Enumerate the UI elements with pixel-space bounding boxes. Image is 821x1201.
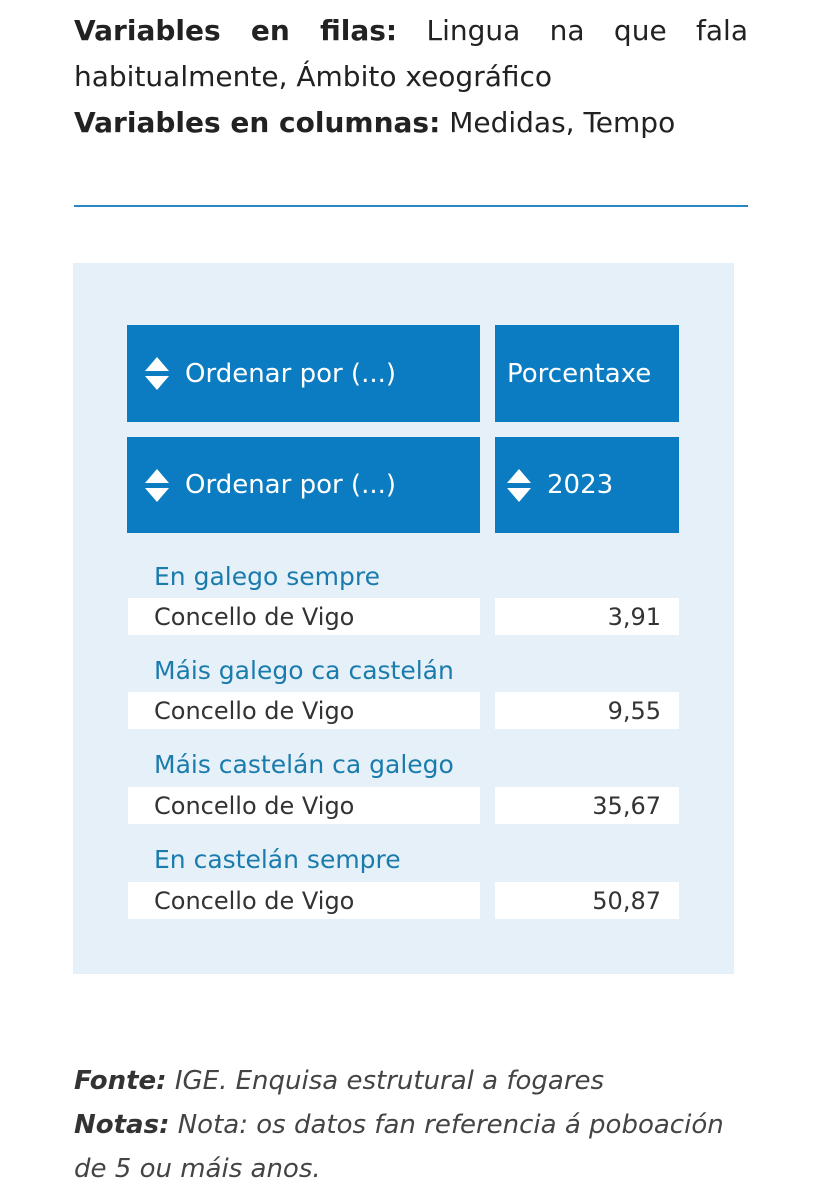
sort-up-down-icon bbox=[507, 469, 531, 502]
notes-label: Notas: bbox=[74, 1110, 170, 1140]
rows-variables-value: Lingua na que fala habitualmente, Ámbito xeográfico bbox=[74, 14, 748, 93]
group-title: En castelán sempre bbox=[154, 845, 401, 874]
measure-header bbox=[495, 325, 679, 422]
notes-line bbox=[74, 1103, 748, 1191]
rows-variables-label: Variables en filas: bbox=[74, 14, 398, 47]
row-label: Concello de Vigo bbox=[128, 692, 480, 729]
variables-info bbox=[74, 8, 748, 146]
row-label: Concello de Vigo bbox=[128, 882, 480, 919]
row-label: Concello de Vigo bbox=[128, 787, 480, 824]
sort-up-down-icon bbox=[145, 357, 169, 390]
rows-variables bbox=[74, 8, 748, 100]
columns-variables-label: Variables en columnas: bbox=[74, 106, 441, 139]
source-text: IGE. Enquisa estrutural a fogares bbox=[174, 1066, 605, 1096]
source-label: Fonte: bbox=[74, 1066, 167, 1096]
year-sort-header[interactable] bbox=[495, 437, 679, 533]
group-title: Máis castelán ca galego bbox=[154, 750, 454, 779]
sort-up-down-icon bbox=[145, 469, 169, 502]
row-value: 9,55 bbox=[495, 692, 679, 729]
row-value: 3,91 bbox=[495, 598, 679, 635]
sort-by-button-1[interactable] bbox=[127, 325, 480, 422]
row-label: Concello de Vigo bbox=[128, 598, 480, 635]
measure-header-label: Porcentaxe bbox=[507, 358, 652, 389]
notes-text: Nota: os datos fan referencia á poboación de 5 ou máis anos. bbox=[74, 1110, 724, 1184]
sort-by-label-1: Ordenar por (...) bbox=[185, 358, 397, 389]
divider bbox=[74, 205, 748, 207]
row-value: 50,87 bbox=[495, 882, 679, 919]
row-value: 35,67 bbox=[495, 787, 679, 824]
sort-by-button-2[interactable] bbox=[127, 437, 480, 533]
group-title: Máis galego ca castelán bbox=[154, 656, 454, 685]
year-header-label: 2023 bbox=[547, 470, 614, 500]
footer-notes bbox=[74, 1059, 748, 1191]
columns-variables-value: Medidas, Tempo bbox=[449, 106, 676, 139]
sort-by-label-2: Ordenar por (...) bbox=[185, 470, 397, 500]
group-title: En galego sempre bbox=[154, 562, 380, 591]
columns-variables bbox=[74, 100, 748, 146]
source-line bbox=[74, 1059, 748, 1103]
